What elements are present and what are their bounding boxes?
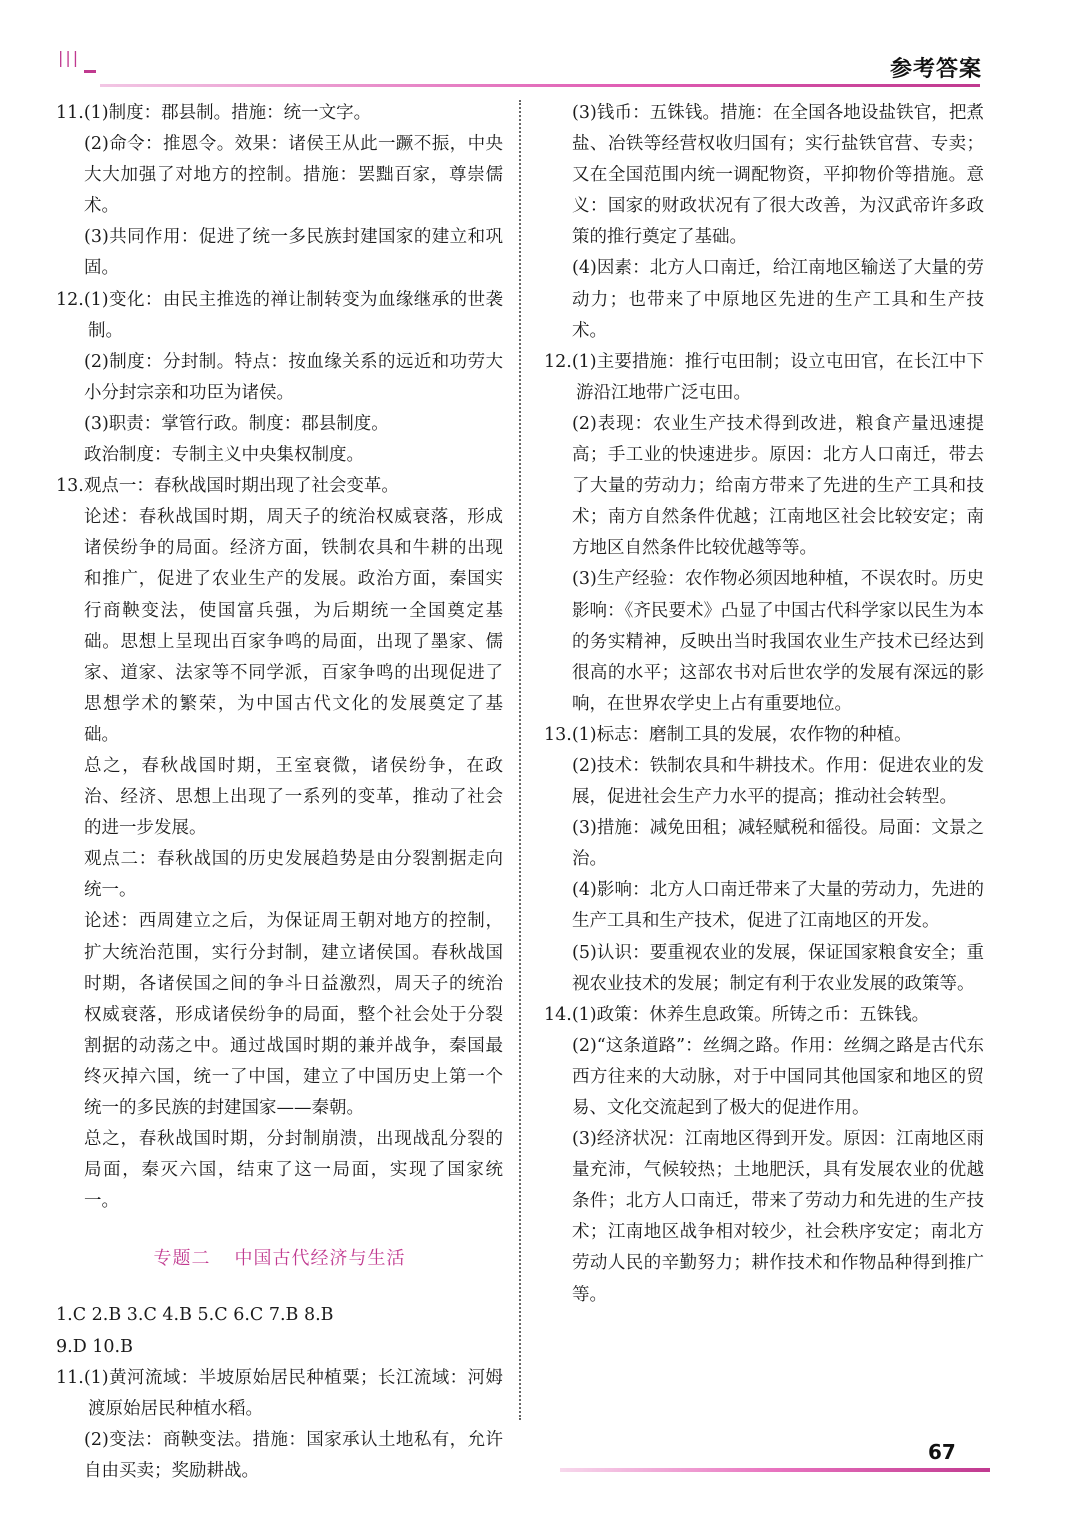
answer-line: 9.D 10.B xyxy=(56,1336,133,1357)
answer-line: 论述：春秋战国时期，周天子的统治权威衰落，形成诸侯纷争的局面。经济方面，铁制农具和牛耕的出现和推广，促进了农业生产的发展。政治方面，秦国实行商鞅变法，使国富兵强，为后期统一全国奠定基础。思想上呈现出百家争鸣的局面，出现了墨家、儒家、道家、法家等不同学派，百家争鸣的出现促进了思想学术的繁荣，为中国古代文化的发展奠定了基础。 xyxy=(84,507,503,745)
answer-line: 11.(1)制度：郡县制。措施：统一文字。 xyxy=(56,103,372,123)
answer-line: 11.(1)黄河流域：半坡原始居民种植粟；长江流域：河姆渡原始居民种植水稻。 xyxy=(56,1367,503,1419)
logo-mark: ||| xyxy=(58,48,81,67)
answer-line: (3)共同作用：促进了统一多民族封建国家的建立和巩固。 xyxy=(84,227,503,279)
header-title: 参考答案 xyxy=(890,57,983,82)
column-divider xyxy=(519,100,521,1420)
section-heading xyxy=(56,1243,503,1274)
answer-line: 总之，春秋战国时期，王室衰微，诸侯纷争，在政治、经济、思想上出现了一系列的变革，推动了社会的进一步发展。 xyxy=(84,755,503,839)
answer-line: 12.(1)主要措施：推行屯田制；设立屯田官，在长江中下游沿江地带广泛屯田。 xyxy=(544,351,984,403)
left-answers xyxy=(56,98,503,1217)
page-number: 67 xyxy=(928,1440,956,1464)
answer-line: 13.观点一：春秋战国时期出现了社会变革。 xyxy=(56,476,399,497)
answer-line: (2)技术：铁制农具和牛耕技术。作用：促进农业的发展，促进社会生产力水平的提高；推动社会转型。 xyxy=(572,755,984,808)
answer-line: (3)措施：减免田租；减轻赋税和徭役。局面：文景之治。 xyxy=(572,818,984,870)
answer-line: 14.(1)政策：休养生息政策。所铸之币：五铢钱。 xyxy=(544,1004,930,1025)
right-column xyxy=(544,98,984,1311)
section-title: 中国古代经济与生活 xyxy=(234,1248,406,1270)
answer-line: 观点二：春秋战国的历史发展趋势是由分裂割据走向统一。 xyxy=(84,849,503,901)
page-header xyxy=(0,0,1071,90)
answer-line: (3)生产经验：农作物必须因地种植，不误农时。历史影响：《齐民要术》凸显了中国古代科学家以民生为本的务实精神，反映出当时我国农业生产技术已经达到很高的水平；这部农书对后世农学的发展有深远的影响，在世界农学史上占有重要地位。 xyxy=(572,569,984,714)
answer-line: (2)“这条道路”：丝绸之路。作用：丝绸之路是古代东西方往来的大动脉，对于中国同其他国家和地区的贸易、文化交流起到了极大的促进作用。 xyxy=(572,1035,984,1118)
answer-line: (3)经济状况：江南地区得到开发。原因：江南地区雨量充沛，气候较热；土地肥沃，具有发展农业的优越条件；北方人口南迁，带来了劳动力和先进的生产技术；江南地区战争相对较少，社会秩序安定；南北方劳动人民的辛勤努力；耕作技术和作物品种得到推广等。 xyxy=(572,1129,984,1305)
footer-rule xyxy=(560,1468,990,1472)
left-column xyxy=(56,98,503,1487)
answer-line: (2)变法：商鞅变法。措施：国家承认土地私有，允许自由买卖；奖励耕战。 xyxy=(84,1429,503,1481)
answer-line: (2)命令：推恩令。效果：诸侯王从此一蹶不振，中央大大加强了对地方的控制。措施：罢黜百家，尊崇儒术。 xyxy=(84,134,503,217)
answer-line: (3)职责：掌管行政。制度：郡县制度。 xyxy=(84,413,389,434)
answer-line: (2)制度：分封制。特点：按血缘关系的远近和功劳大小分封宗亲和功臣为诸侯。 xyxy=(84,351,503,403)
answer-line: (4)因素：北方人口南迁，给江南地区输送了大量的劳动力；也带来了中原地区先进的生产工具和生产技术。 xyxy=(572,258,984,341)
answer-line: (3)钱币：五铢钱。措施：在全国各地设盐铁官，把煮盐、冶铁等经营权收归国有；实行盐铁官营、专卖；又在全国范围内统一调配物资，平抑物价等措施。意义：国家的财政状况有了很大改善，为汉武帝许多政策的推行奠定了基础。 xyxy=(572,103,984,248)
answer-line: (4)影响：北方人口南迁带来了大量的劳动力，先进的生产工具和生产技术，促进了江南地区的开发。 xyxy=(572,880,984,932)
answer-line: 12.(1)变化：由民主推选的禅让制转变为血缘继承的世袭制。 xyxy=(56,289,503,341)
answer-line: 1.C 2.B 3.C 4.B 5.C 6.C 7.B 8.B xyxy=(56,1305,334,1326)
answer-line: 论述：西周建立之后，为保证周王朝对地方的控制，扩大统治范围，实行分封制，建立诸侯国。春秋战国时期，各诸侯国之间的争斗日益激烈，周天子的统治权威衰落，形成诸侯纷争的局面，整个社会处于分裂割据的动荡之中。通过战国时期的兼并战争，秦国最终灭掉六国，统一了中国，建立了中国历史上第一个统一的多民族的封建国家——秦朝。 xyxy=(84,911,503,1118)
answer-line: 13.(1)标志：磨制工具的发展，农作物的种植。 xyxy=(544,724,912,745)
logo-dash xyxy=(84,70,96,73)
header-rule xyxy=(100,84,980,87)
left-answers-2 xyxy=(56,1300,503,1487)
right-answers xyxy=(544,98,984,1311)
answer-line: 政治制度：专制主义中央集权制度。 xyxy=(84,445,364,466)
answer-line: (2)表现：农业生产技术得到改进，粮食产量迅速提高；手工业的快速进步。原因：北方人口南迁，带去了大量的劳动力；给南方带来了先进的生产工具和技术；南方自然条件优越；江南地区社会比较安定；南方地区自然条件比较优越等等。 xyxy=(572,413,984,559)
answer-line: 总之，春秋战国时期，分封制崩溃，出现战乱分裂的局面，秦灭六国，结束了这一局面，实现了国家统一。 xyxy=(84,1129,503,1212)
section-label: 专题二 xyxy=(153,1248,211,1270)
answer-line: (5)认识：要重视农业的发展，保证国家粮食安全；重视农业技术的发展；制定有利于农业发展的政策等。 xyxy=(572,942,984,994)
